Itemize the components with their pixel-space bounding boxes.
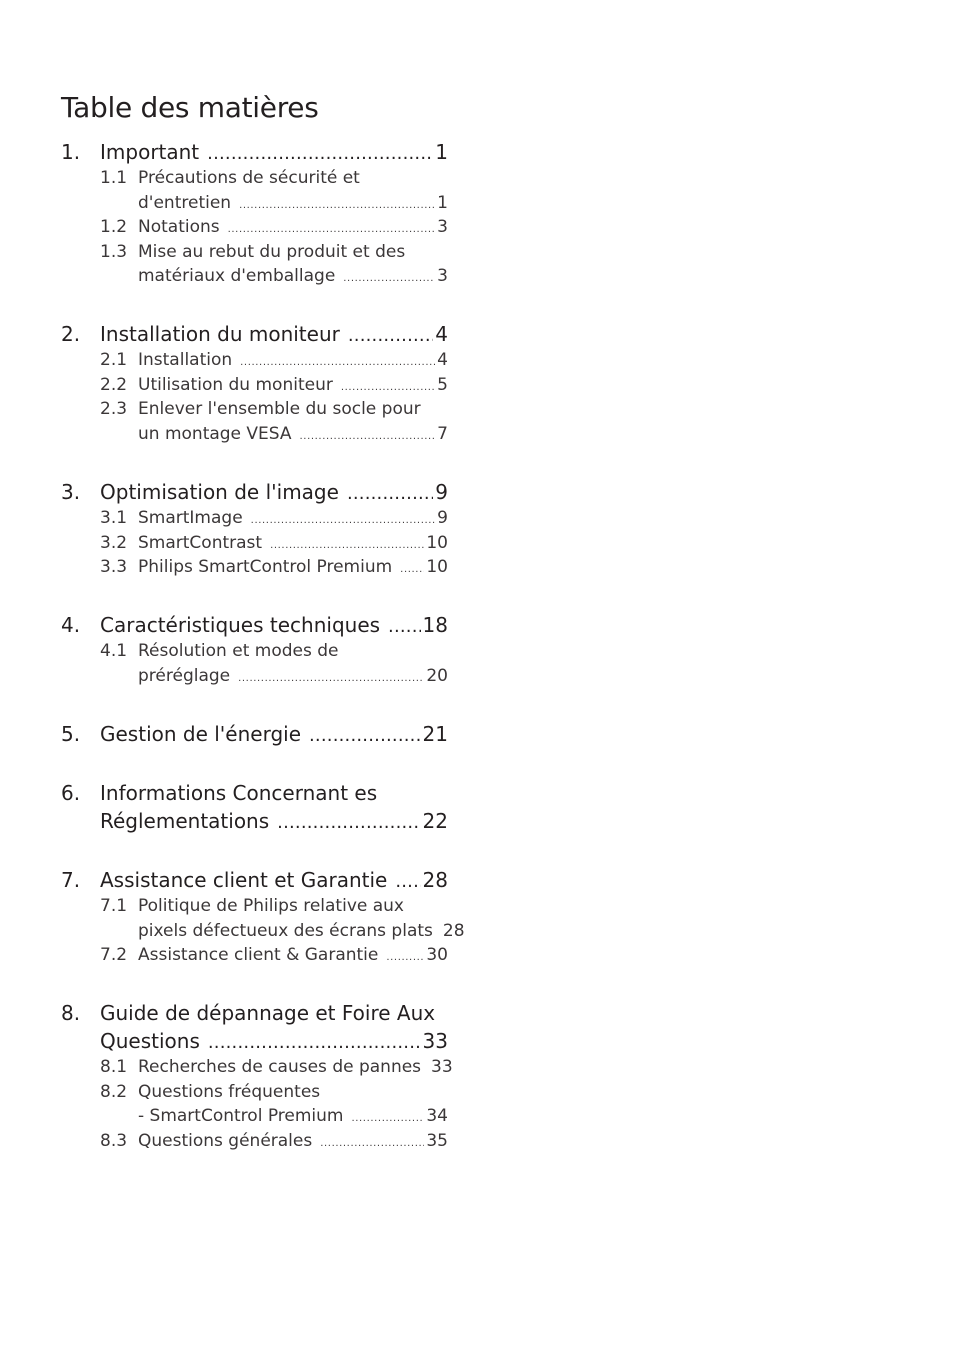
dot-leader: [351, 1104, 424, 1132]
toc-entry-line: [61, 478, 448, 506]
dot-leader: [400, 555, 424, 583]
dot-leader: [347, 478, 433, 508]
toc-subentry-title: Questions générales: [138, 1130, 313, 1151]
toc-subentry-number: 2.1: [100, 350, 128, 370]
toc-entry-title: Informations Concernant es: [100, 781, 378, 805]
toc-section: [61, 866, 465, 968]
toc-subentry-title: Notations: [138, 217, 220, 238]
toc-subentry-line: [61, 1129, 448, 1154]
toc-subentry-line: [61, 264, 448, 289]
toc-entry-line: [61, 807, 448, 835]
toc-entry: [61, 320, 448, 348]
toc-subentry-line: [61, 919, 465, 944]
toc-subentry-title: Installation: [138, 350, 233, 370]
toc-entry-page: 4: [435, 322, 448, 346]
toc-subentry-title: Résolution et modes de: [138, 641, 339, 661]
toc-subentry-title: un montage VESA: [138, 423, 292, 444]
toc-entry-number: 3.: [61, 480, 81, 504]
toc-subentries: [61, 639, 448, 688]
dot-leader: [300, 422, 436, 450]
dot-leader: [320, 1129, 424, 1157]
toc-subentry-page: 10: [426, 557, 448, 578]
toc-entry-page: 22: [422, 809, 448, 833]
toc-subentry-line: [61, 555, 448, 580]
toc-entry-number: 5.: [61, 722, 81, 746]
toc-entry: [61, 478, 448, 506]
toc-entry-line: [61, 720, 448, 748]
dot-leader: [388, 611, 421, 641]
toc-entry-title: Assistance client et Garantie: [100, 868, 388, 892]
toc-subentry-number: 7.2: [100, 945, 128, 966]
toc-entry: [61, 611, 448, 639]
toc-subentry-line: [61, 664, 448, 689]
dot-leader: [386, 943, 424, 971]
toc-subentry-line: [61, 215, 448, 240]
toc-subentry-title: Enlever l'ensemble du socle pour: [138, 399, 421, 420]
toc-subentry-title: préréglage: [138, 665, 231, 686]
toc-subentry-title: Mise au rebut du produit et des: [138, 241, 406, 262]
dot-leader: [309, 720, 421, 750]
toc-subentry-page: 7: [437, 423, 448, 444]
toc-entry-line: [61, 611, 448, 639]
toc-subentry-line: [61, 894, 448, 919]
toc-subentry-number: 3.1: [100, 508, 128, 528]
toc-entry: [61, 720, 448, 748]
toc-subentry-page: 20: [426, 665, 448, 686]
dot-leader: [343, 264, 435, 292]
toc-subentry-title: - SmartControl Premium: [138, 1106, 344, 1127]
toc-subentries: [61, 506, 448, 580]
toc-subentry-line: [61, 240, 448, 265]
toc-section: [61, 720, 448, 748]
toc-subentry-line: [61, 166, 448, 191]
toc-subentry-title: Politique de Philips relative aux: [138, 896, 404, 916]
toc-entry-title: Important: [100, 140, 200, 164]
toc-entry-title: Optimisation de l'image: [100, 480, 339, 504]
toc-section: [61, 611, 448, 688]
toc-subentries: [61, 348, 448, 446]
toc-subentry-page: 4: [437, 350, 448, 370]
toc-subentry-number: 1.2: [100, 217, 128, 238]
toc-subentry-number: 1.3: [100, 241, 128, 262]
toc-subentry-line: [61, 943, 448, 968]
toc-entry-line: [61, 1027, 448, 1055]
toc-subentry-title: pixels défectueux des écrans plats: [138, 920, 433, 941]
toc-entry-title: Réglementations: [100, 809, 270, 833]
toc-entry-title: Caractéristiques techniques: [100, 613, 381, 637]
dot-leader: [207, 138, 433, 168]
toc-subentry-title: SmartContrast: [138, 532, 263, 553]
toc-subentry-page: 35: [426, 1130, 448, 1151]
toc-subentry-title: d'entretien: [138, 192, 232, 213]
toc-subentry-line: [61, 348, 448, 373]
toc-subentry-page: 33: [431, 1057, 453, 1077]
toc-entry-number: 6.: [61, 781, 81, 805]
toc-subentry-page: 34: [426, 1106, 448, 1127]
dot-leader: [239, 191, 435, 219]
toc-section: [61, 138, 448, 289]
toc-subentry-number: 2.2: [100, 374, 128, 395]
toc-subentry-number: 8.1: [100, 1057, 128, 1077]
toc-subentry-number: 8.2: [100, 1081, 128, 1102]
toc-entry-number: 1.: [61, 140, 81, 164]
toc-subentry-line: [61, 373, 448, 398]
toc-section: [61, 779, 448, 835]
toc-subentry-title: Philips SmartControl Premium: [138, 557, 393, 578]
dot-leader: [341, 373, 435, 401]
toc-subentry-line: [61, 1055, 453, 1080]
toc-entry: [61, 779, 448, 835]
toc-entry: [61, 138, 448, 166]
toc-entry-line: [61, 999, 448, 1027]
toc-subentry-page: 9: [437, 508, 448, 528]
toc-subentry-page: 30: [426, 945, 448, 966]
toc-section: [61, 320, 448, 446]
toc-subentry-line: [61, 397, 448, 422]
toc-subentry-line: [61, 1104, 448, 1129]
dot-leader: [238, 664, 424, 692]
toc-entry-page: 1: [435, 140, 448, 164]
toc-subentry-number: 1.1: [100, 168, 128, 188]
toc-subentry-number: 2.3: [100, 399, 128, 420]
toc-subentries: [61, 894, 465, 968]
toc-subentries: [61, 1055, 453, 1153]
toc-entry-page: 33: [422, 1029, 448, 1053]
toc-subentry-title: Questions fréquentes: [138, 1081, 321, 1102]
toc-subentry-line: [61, 639, 448, 664]
dot-leader: [228, 215, 436, 243]
toc-section: [61, 999, 453, 1153]
toc-subentries: [61, 166, 448, 289]
toc-subentry-line: [61, 422, 448, 447]
dot-leader: [270, 531, 424, 559]
toc-entry-title: Guide de dépannage et Foire Aux: [100, 1001, 436, 1025]
toc-entry-page: 21: [422, 722, 448, 746]
toc-entry-page: 9: [435, 480, 448, 504]
dot-leader: [348, 320, 433, 350]
toc-entry-number: 7.: [61, 868, 81, 892]
toc-subentry-number: 7.1: [100, 896, 128, 916]
toc-entry-number: 4.: [61, 613, 81, 637]
toc-subentry-page: 3: [437, 266, 448, 287]
dot-leader: [208, 1027, 421, 1057]
toc-entry: [61, 866, 448, 894]
toc-subentry-page: 3: [437, 217, 448, 238]
toc-subentry-number: 4.1: [100, 641, 128, 661]
toc-subentry-title: matériaux d'emballage: [138, 266, 336, 287]
toc-subentry-title: Recherches de causes de pannes: [138, 1057, 422, 1077]
toc-entry-title: Installation du moniteur: [100, 322, 340, 346]
toc-subentry-title: SmartImage: [138, 508, 243, 528]
toc-entry: [61, 999, 448, 1055]
toc-entry-line: [61, 138, 448, 166]
toc-entry-page: 18: [422, 613, 448, 637]
toc-entry-title: Questions: [100, 1029, 200, 1053]
toc-subentry-page: 1: [437, 192, 448, 213]
toc-subentry-number: 8.3: [100, 1130, 128, 1151]
toc-subentry-title: Précautions de sécurité et: [138, 168, 360, 188]
toc-subentry-title: Utilisation du moniteur: [138, 374, 333, 395]
toc-entry-line: [61, 866, 448, 894]
toc-subentry-line: [61, 191, 448, 216]
toc-subentry-title: Assistance client & Garantie: [138, 945, 379, 966]
toc-entry-number: 2.: [61, 322, 81, 346]
dot-leader: [240, 348, 435, 376]
page-title: Table des matières: [61, 90, 319, 124]
toc-entry-line: [61, 779, 448, 807]
toc-subentry-number: 3.3: [100, 557, 128, 578]
dot-leader: [277, 807, 420, 837]
toc-subentry-line: [61, 1080, 448, 1105]
toc-subentry-page: 10: [426, 532, 448, 553]
toc-entry-line: [61, 320, 448, 348]
toc-entry-title: Gestion de l'énergie: [100, 722, 302, 746]
toc-subentry-page: 28: [442, 920, 465, 941]
dot-leader: [395, 866, 420, 896]
toc-subentry-number: 3.2: [100, 532, 128, 553]
toc-entry-number: 8.: [61, 1001, 81, 1025]
toc-subentry-line: [61, 506, 448, 531]
toc-entry-page: 28: [422, 868, 448, 892]
toc-section: [61, 478, 448, 580]
dot-leader: [251, 506, 436, 534]
toc-subentry-line: [61, 531, 448, 556]
toc-subentry-page: 5: [437, 374, 448, 395]
